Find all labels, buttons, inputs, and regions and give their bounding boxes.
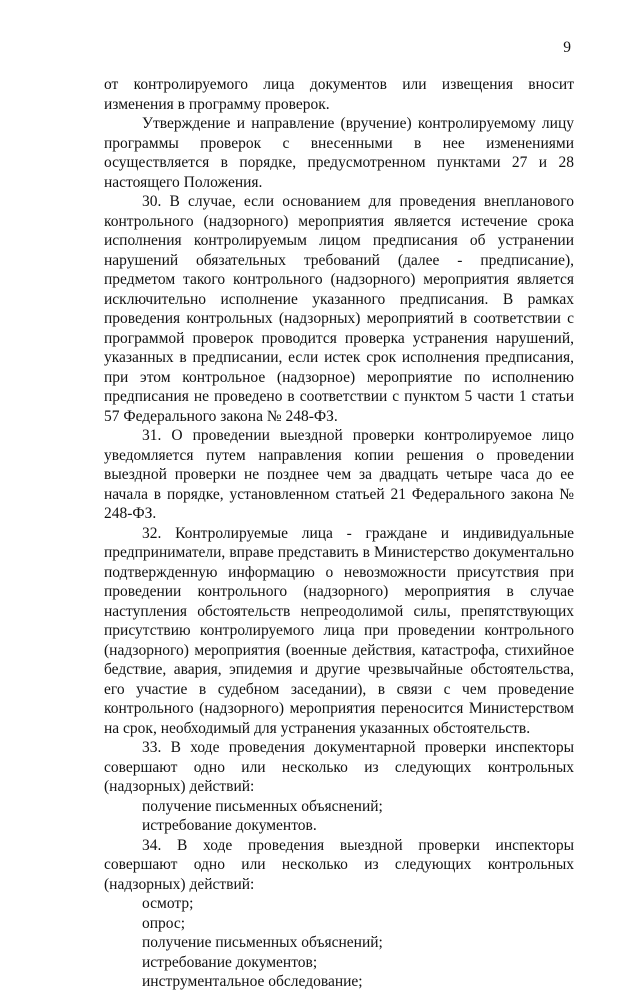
paragraph-clause-30: 30. В случае, если основанием для проведения внепланового контрольного (надзорного) мероприятия является истечение срока исполнения контролируемым лицом предписания об устранении нарушений обязательных требований (далее - предписание), предметом такого контрольного (надзорного) мероприятия является исключительно исполнение указанного предписания. В рамках проведения контрольных (надзорных) мероприятий в соответствии с программой проверок проводится проверка устранения нарушений, указанных в предписании, если истек срок исполнения предписания, при этом контрольное (надзорное) мероприятие по исполнению предписания не проведено в соответствии с пунктом 5 части 1 статьи 57 Федерального закона № 248-ФЗ. <box>104 193 574 425</box>
list-item: осмотр; <box>142 895 194 912</box>
list-item: получение письменных объяснений; <box>142 797 383 815</box>
paragraph-clause-32: 32. Контролируемые лица - граждане и индивидуальные предприниматели, вправе представить в Министерство документально подтвержденную информацию о невозможности присутствия при проведении контрольного (надзорного) мероприятия в случае наступления обстоятельств непреодолимой силы, препятствующих присутствию контролируемого лица при проведении контрольного (надзорного) мероприятия (военные действия, катастрофа, стихийное бедствие, авария, эпидемия и другие чрезвычайные обстоятельства, его участие в судебном заседании), в связи с чем проведение контрольного (надзорного) мероприятия переносится Министерством на срок, необходимый для устранения указанных обстоятельств. <box>104 524 574 737</box>
document-body <box>104 75 574 992</box>
paragraph-continuation: от контролируемого лица документов или извещения вносит изменения в программу проверок. <box>104 76 574 113</box>
paragraph-clause-34: 34. В ходе проведения выездной проверки инспекторы совершают одно или несколько из следующих контрольных (надзорных) действий: <box>104 836 574 893</box>
list-item: опрос; <box>142 914 186 932</box>
list-item: инструментальное обследование; <box>142 973 363 990</box>
page-number: 9 <box>563 39 571 56</box>
list-item: истребование документов; <box>142 953 318 971</box>
paragraph-clause-31: 31. О проведении выездной проверки контролируемое лицо уведомляется путем направления копии решения о проведении выездной проверки не позднее чем за двадцать четыре часа до ее начала в порядке, установленном статьей 21 Федерального закона № 248-ФЗ. <box>104 427 574 522</box>
list-item: получение письменных объяснений; <box>142 934 383 951</box>
paragraph-program-approval: Утверждение и направление (вручение) контролируемому лицу программы проверок с внесенными в нее изменениями осуществляется в порядке, предусмотренном пунктами 27 и 28 настоящего Положения. <box>104 115 574 191</box>
list-item: истребование документов. <box>142 817 317 834</box>
paragraph-clause-33: 33. В ходе проведения документарной проверки инспекторы совершают одно или несколько из следующих контрольных (надзорных) действий: <box>104 739 574 795</box>
